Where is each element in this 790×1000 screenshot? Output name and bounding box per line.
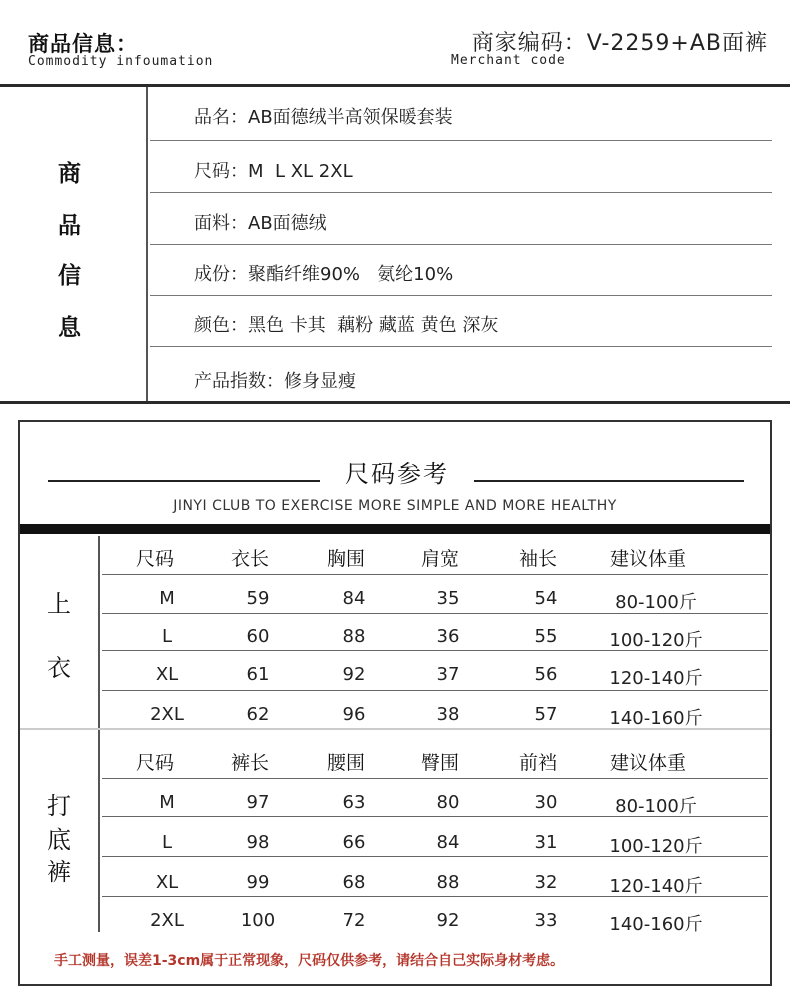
table-cell: 57 [534,704,558,725]
table-cell: 88 [342,626,366,647]
size-cell: XL [155,664,179,685]
column-header: 肩宽 [420,548,460,570]
table-cell: 56 [534,664,558,685]
table-cell: 120-140斤 [609,668,703,689]
table-cell: 32 [534,872,558,893]
merchant-code: 商家编码：V-2259+AB面裤 [471,31,768,56]
side-label-char: 息 [58,315,81,341]
table-cell: 72 [342,910,366,931]
column-header: 衣长 [230,548,270,570]
column-header: 建议体重 [609,752,687,774]
table-cell: 68 [342,872,366,893]
measurement-note: 手工测量，误差1-3cm属于正常现象，尺码仅供参考，请结合自己实际身材考虑。 [54,953,565,969]
table-cell: 140-160斤 [609,708,703,729]
info-row-colors [150,296,772,347]
info-row-fit [150,347,772,401]
side-label-char: 信 [58,263,81,289]
table-cell: 30 [534,792,558,813]
column-header: 腰围 [326,752,366,774]
table-cell: 38 [436,704,460,725]
size-chart-title: 尺码参考 [345,460,449,488]
column-header: 尺码 [135,548,175,570]
group-divider [98,536,100,932]
info-row-name [150,87,772,141]
table-cell: 62 [246,704,270,725]
row-rule [102,778,768,779]
table-cell: 59 [246,588,270,609]
size-cell: M [159,588,175,609]
size-chart-panel [18,420,772,986]
column-header: 裤长 [230,752,270,774]
size-cell: L [161,832,173,853]
header-bar [20,524,770,534]
table-cell: 99 [246,872,270,893]
table-cell: 100-120斤 [609,630,703,651]
merchant-code-subtitle: Merchant code [451,53,566,68]
table-cell: 36 [436,626,460,647]
header-subtitle: Commodity infoumation [28,54,214,69]
table-cell: 37 [436,664,460,685]
table-cell: 100 [240,910,276,931]
size-chart-subtitle: JINYI CLUB TO EXERCISE MORE SIMPLE AND MORE HEALTHY [173,498,617,514]
title-rule-right [474,480,744,482]
table-cell: 55 [534,626,558,647]
info-product-name: 品名：AB面德绒半高领保暖套装 [194,107,453,128]
column-header: 臀围 [420,752,460,774]
table-cell: 66 [342,832,366,853]
bottom-group-label-char: 底 [47,826,71,854]
side-label-char: 品 [58,213,81,239]
size-cell: 2XL [150,910,184,931]
table-cell: 92 [436,910,460,931]
table-cell: 88 [436,872,460,893]
column-header: 袖长 [518,548,558,570]
info-row-fabric [150,193,772,245]
bottom-group-label-char: 打 [47,792,71,820]
header-title: 商品信息： [28,32,138,56]
table-cell: 33 [534,910,558,931]
info-colors: 颜色：黑色 卡其 藕粉 藏蓝 黄色 深灰 [194,315,499,336]
table-cell: 80-100斤 [615,796,697,817]
column-header: 胸围 [326,548,366,570]
table-cell: 61 [246,664,270,685]
title-rule-left [48,480,320,482]
info-fit: 产品指数：修身显瘦 [194,371,356,392]
column-header: 前裆 [518,752,558,774]
info-row-size [150,141,772,193]
top-group-label-char: 衣 [47,654,71,682]
table-cell: 35 [436,588,460,609]
table-cell: 80 [436,792,460,813]
table-cell: 31 [534,832,558,853]
size-cell: 2XL [150,704,184,725]
table-cell: 60 [246,626,270,647]
table-cell: 92 [342,664,366,685]
table-cell: 84 [436,832,460,853]
table-cell: 84 [342,588,366,609]
row-rule [102,574,768,575]
bottom-group-label-char: 裤 [47,858,71,886]
table-cell: 54 [534,588,558,609]
size-cell: M [159,792,175,813]
product-info-side-label [0,87,148,401]
table-cell: 100-120斤 [609,836,703,857]
table-cell: 96 [342,704,366,725]
table-cell: 80-100斤 [615,592,697,613]
table-cell: 98 [246,832,270,853]
info-composition: 成份：聚酯纤维90% 氨纶10% [194,264,454,285]
table-cell: 63 [342,792,366,813]
table-cell: 97 [246,792,270,813]
column-header: 尺码 [135,752,175,774]
size-cell: L [161,626,173,647]
column-header: 建议体重 [609,548,687,570]
table-cell: 120-140斤 [609,876,703,897]
side-label-char: 商 [58,161,81,187]
info-sizes: 尺码：M L XL 2XL [194,161,353,182]
top-group-label-char: 上 [47,590,71,618]
row-rule [102,690,768,691]
info-fabric: 面料：AB面德绒 [194,213,327,234]
info-row-composition [150,245,772,296]
table-cell: 140-160斤 [609,914,703,935]
product-info-table [0,84,790,404]
size-cell: XL [155,872,179,893]
